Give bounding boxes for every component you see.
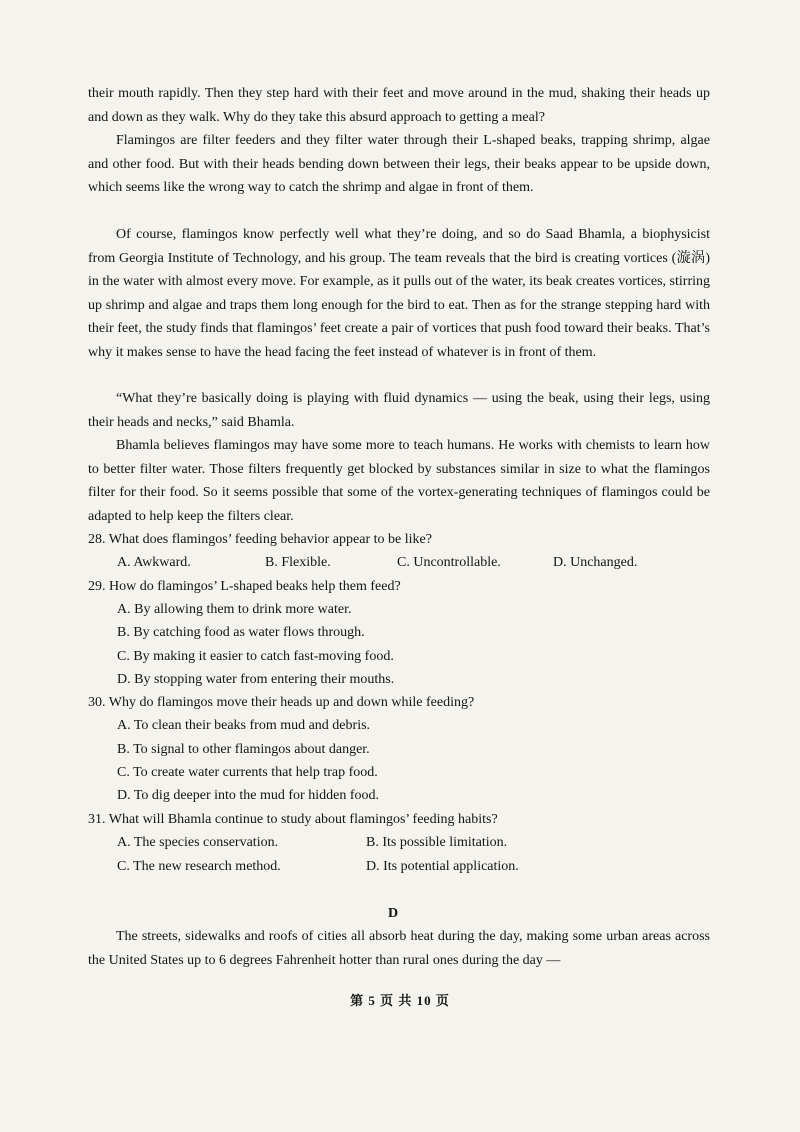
passage-c-paragraph-0: their mouth rapidly. Then they step hard with their feet and move around in the mud, shaking their heads up and down as they walk. Why do they take this absurd approach to getting a meal? — [88, 86, 710, 125]
question-stem: 28. What does flamingos’ feeding behavior appear to be like? — [88, 532, 432, 547]
passage-c-paragraph-2: Of course, flamingos know perfectly well what they’re doing, and so do Saad Bhamla, a biophysicist from Georgia Institute of Technology, and his group. The team reveals that the bird is creating vortices (漩涡) in the water with almost every move. For example, as it pulls out of the water, its beak creates vortices, stirring up shrimp and algae and traps them long enough for the bird to eat. Then as for the strange stepping hard with their feet, the study finds that flamingos’ feet create a pair of vortices that push food toward their beaks. That’s why it makes sense to have the head facing the feet instead of whatever is in front of them. — [88, 227, 710, 360]
question-option: D. Unchanged. — [553, 555, 638, 570]
question-option: A. Awkward. — [117, 555, 191, 570]
passage-d-paragraph-0: The streets, sidewalks and roofs of cities all absorb heat during the day, making some urban areas across the United States up to 6 degrees Fahrenheit hotter than rural ones during the day — — [88, 929, 710, 968]
question-option: C. To create water currents that help trap food. — [117, 765, 378, 780]
question-option: A. To clean their beaks from mud and debris. — [117, 718, 371, 733]
question-option: C. The new research method. — [117, 859, 281, 874]
question-option: D. Its potential application. — [366, 859, 519, 874]
question-option: B. Flexible. — [265, 555, 331, 570]
question-stem: 31. What will Bhamla continue to study about flamingos’ feeding habits? — [88, 812, 498, 827]
passage-c-paragraph-1: Flamingos are filter feeders and they filter water through their L-shaped beaks, trapping shrimp, algae and other food. But with their heads bending down between their legs, their beaks appear to be upside down, which seems like the wrong way to catch the shrimp and algae in front of them. — [88, 133, 710, 195]
passage-c-paragraph-3: “What they’re basically doing is playing with fluid dynamics — using the beak, using their legs, using their heads and necks,” said Bhamla. — [88, 391, 710, 430]
question-option: D. By stopping water from entering their mouths. — [117, 672, 395, 687]
passage-c-paragraph-4: Bhamla believes flamingos may have some more to teach humans. He works with chemists to learn how to better filter water. Those filters frequently get blocked by substances similar in size to what the flamingos filter for their food. So it seems possible that some of the vortex-generating techniques of flamingos could be adapted to help keep the filters clear. — [88, 438, 710, 524]
question-option: B. To signal to other flamingos about danger. — [117, 742, 370, 757]
passage-d-heading: D — [388, 906, 399, 921]
question-option: A. The species conservation. — [117, 835, 279, 850]
question-stem: 30. Why do flamingos move their heads up and down while feeding? — [88, 695, 475, 710]
question-option: A. By allowing them to drink more water. — [117, 602, 352, 617]
question-option: B. By catching food as water flows through. — [117, 625, 365, 640]
page-number-footer: 第 5 页 共 10 页 — [350, 993, 450, 1008]
question-stem: 29. How do flamingos’ L-shaped beaks help them feed? — [88, 579, 401, 594]
question-option: C. By making it easier to catch fast-moving food. — [117, 649, 394, 664]
question-option: D. To dig deeper into the mud for hidden food. — [117, 788, 379, 803]
question-option: B. Its possible limitation. — [366, 835, 508, 850]
question-option: C. Uncontrollable. — [397, 555, 501, 570]
